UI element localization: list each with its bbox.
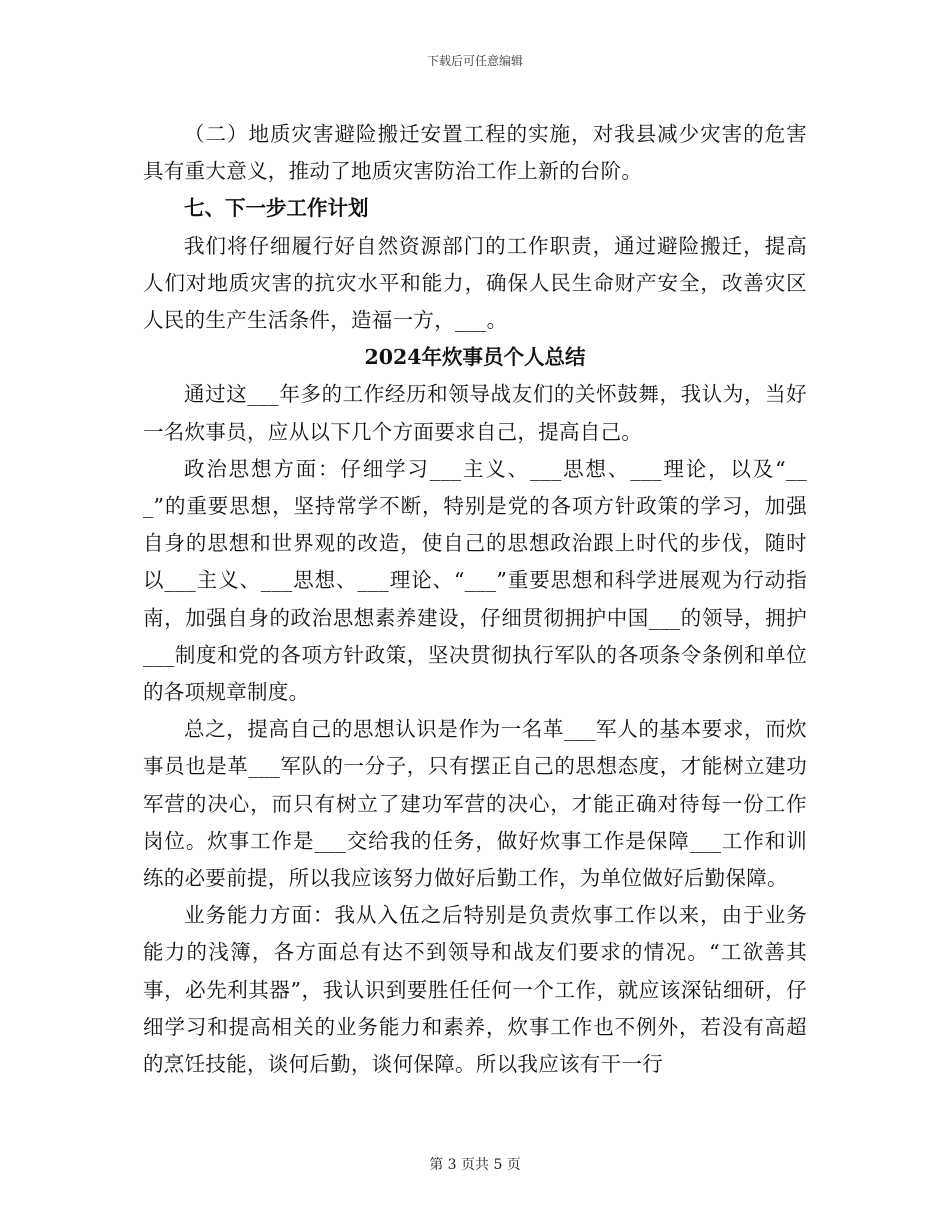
paragraph-intro: 通过这___年多的工作经历和领导战友们的关怀鼓舞，我认为，当好一名炊事员，应从以下几个方面要求自己，提高自己。	[143, 382, 807, 444]
paragraph-professional-ability: 业务能力方面：我从入伍之后特别是负责炊事工作以来，由于业务能力的浅簿，各方面总有达不到领导和战友们要求的情况。“工欲善其事，必先利其器”，我认识到要胜任任何一个工作，就应该深钻细研，仔细学习和提高相关的业务能力和素养，炊事工作也不例外，若没有高超的烹饪技能，谈何后勤，谈何保障。所以我应该有干一行	[143, 903, 807, 1077]
section-heading-next-plan: 七、下一步工作计划	[184, 196, 369, 221]
paragraph-political-thought: 政治思想方面：仔细学习___主义、___思想、___理论，以及“___”的重要思想，坚持常学不断，特别是党的各项方针政策的学习，加强自身的思想和世界观的改造，使自己的思想政治跟上时代的步伐，随时以___主义、___思想、___理论、“___”重要思想和科学进展观为行动指南，加强自身的政治思想素养建设，仔细贯彻拥护中国___的领导，拥护___制度和党的各项方针政策，坚决贯彻执行军队的各项条令条例和单位的各项规章制度。	[143, 456, 807, 705]
document-body	[143, 116, 807, 1083]
page-number: 第 3 页共 5 页	[429, 1157, 521, 1173]
paragraph-work-plan: 我们将仔细履行好自然资源部门的工作职责，通过避险搬迁，提高人们对地质灾害的抗灾水平和能力，确保人民生命财产安全，改善灾区人民的生产生活条件，造福一方，___。	[143, 233, 807, 333]
paragraph-summary: 总之，提高自己的思想认识是作为一名革___军人的基本要求，而炊事员也是革___军队的一分子，只有摆正自己的思想态度，才能树立建功军营的决心，而只有树立了建功军营的决心，才能正确对待每一份工作岗位。炊事工作是___交给我的任务，做好炊事工作是保障___工作和训练的必要前提，所以我应该努力做好后勤工作，为单位做好后勤保障。	[143, 717, 807, 891]
paragraph-disaster-relocation: （二）地质灾害避险搬迁安置工程的实施，对我县减少灾害的危害具有重大意义，推动了地质灾害防治工作上新的台阶。	[143, 122, 807, 184]
document-title: 2024年炊事员个人总结	[364, 345, 586, 370]
page-header-note: 下载后可任意编辑	[426, 54, 523, 68]
